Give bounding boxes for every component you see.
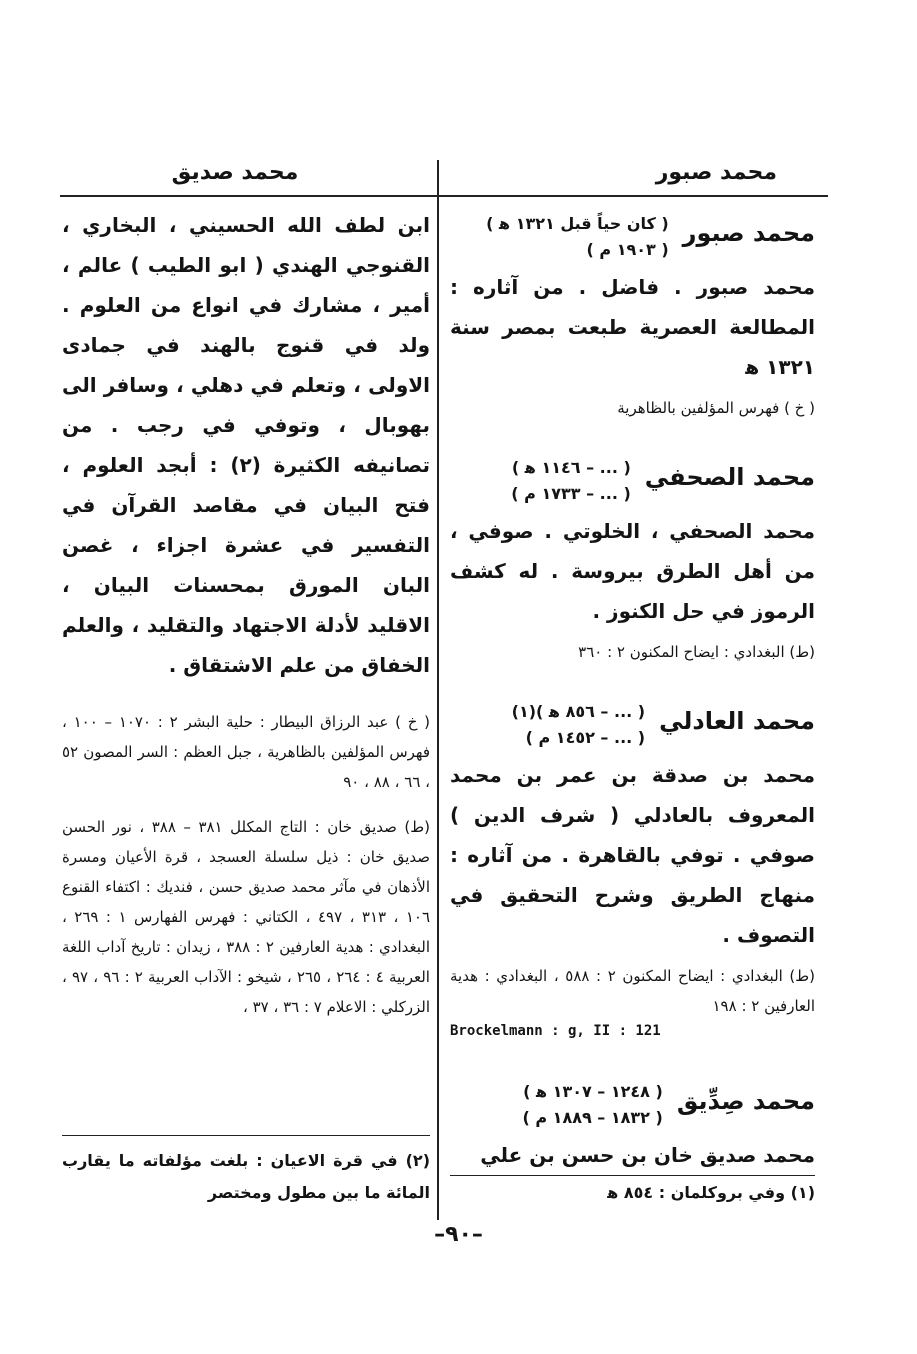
entry-heading — [450, 211, 815, 263]
entry-dates — [511, 455, 631, 507]
header-rule — [60, 195, 828, 197]
footnote-right: (١) وفي بروكلمان : ٨٥٤ ﻫ — [607, 1183, 815, 1202]
spacer — [450, 667, 815, 693]
date-hijri: ( كان حياً قبل ١٣٢١ ﻫ ) — [486, 214, 669, 233]
entry-heading — [450, 455, 815, 507]
entry-dates — [512, 699, 646, 751]
entry-dates — [486, 211, 669, 263]
entry-name: محمد العادلي — [659, 707, 815, 735]
date-gregorian: ( ١٩٠٣ م ) — [586, 240, 669, 259]
latin-source: Brockelmann : g, II : 121 — [450, 1023, 661, 1039]
running-head-right: محمد صبور — [655, 160, 777, 185]
entry-name: محمد الصحفي — [644, 463, 815, 491]
entry-source: (ط) البغدادي : ايضاح المكنون ٢ : ٣٦٠ — [578, 643, 815, 661]
date-hijri: ( ١٢٤٨ – ١٣٠٧ ﻫ ) — [523, 1082, 663, 1101]
spacer — [450, 423, 815, 449]
entry-body: محمد بن صدقة بن عمر بن محمد المعروف بالعادلي ( شرف الدين ) صوفي . توفي بالقاهرة . من آثاره : منهاج الطريق وشرح التحقيق في التصوف . — [450, 763, 815, 947]
column-divider — [437, 160, 439, 1220]
entry-source: (ط) صديق خان : التاج المكلل ٣٨١ – ٣٨٨ ، نور الحسن صديق خان : ذيل سلسلة العسجد ، قرة الأعيان ومسرة الأذهان في مآثر محمد صديق حسن ، فنديك : اكتفاء القنوع ١٠٦ ، ٣١٣ ، ٤٩٧ ، الكتاني : فهرس الفهارس ١ : ٢٦٩ ، البغدادي : هدية العارفين ٢ : ٣٨٨ ، زيدان : تاريخ آداب اللغة العربية ٤ : ٢٦٤ ، ٢٦٥ ، شيخو : الآداب العربية ٢ : ٩٦ ، ٩٧ ، الزركلي : الاعلام ٧ : ٣٦ ، ٣٧ ، — [62, 818, 431, 1016]
spacer — [450, 1039, 815, 1073]
entry-heading — [450, 1079, 815, 1131]
entry-heading — [450, 699, 815, 751]
left-column — [62, 205, 430, 1037]
entry-source: ( خ ) عبد الرزاق البيطار : حلية البشر ٢ : ١٠٧٠ – ١٠٠ ، فهرس المؤلفين بالظاهرية ، جبل العظم : السر المصون ٥٢ ، ٦٦ ، ٨٨ ، ٩٠ — [62, 713, 431, 791]
date-gregorian: ( ... – ١٤٥٢ م ) — [525, 728, 646, 747]
footnote-rule — [450, 1175, 815, 1176]
footnote-left: (٢) في قرة الاعيان : بلغت مؤلفاته ما يقارب المائة ما بين مطول ومختصر — [62, 1151, 430, 1202]
date-gregorian: ( ... – ١٧٣٣ م ) — [511, 484, 631, 503]
entry-dates — [522, 1079, 662, 1131]
right-column — [450, 205, 815, 1175]
date-gregorian: ( ١٨٣٢ – ١٨٨٩ م ) — [522, 1108, 663, 1127]
footnote-rule — [62, 1135, 430, 1136]
page-number: –٩٠– — [434, 1222, 483, 1247]
entry-source: ( خ ) فهرس المؤلفين بالظاهرية — [617, 399, 815, 417]
entry-name: محمد صِدِّيق — [676, 1087, 815, 1115]
entry-body: محمد صبور . فاضل . من آثاره : المطالعة العصرية طبعت بمصر سنة ١٣٢١ ﻫ — [450, 275, 815, 379]
date-hijri: ( ... – ١١٤٦ ﻫ ) — [511, 458, 631, 477]
date-hijri: ( ... – ٨٥٦ ﻫ )(١) — [511, 702, 646, 721]
entry-body-continued: ابن لطف الله الحسيني ، البخاري ، القنوجي الهندي ( ابو الطيب ) عالم ، أمير ، مشارك في انواع من العلوم . ولد في قنوج بالهند في جمادى الاولى ، وتعلم في دهلي ، وسافر الى بهوبال ، وتوفي في رجب . من تصانيفه الكثيرة (٢) : أبجد العلوم ، فتح البيان في مقاصد القرآن في التفسير في عشرة اجزاء ، غصن البان المورق بمحسنات البيان ، الاقليد لأدلة الاجتهاد والتقليد ، والعلم الخفاق من علم الاشتقاق . — [62, 213, 431, 677]
entry-name: محمد صبور — [682, 219, 815, 247]
running-head-left: محمد صديق — [171, 160, 299, 185]
entry-body: محمد الصحفي ، الخلوتي . صوفي ، من أهل الطرق بيروسة . له كشف الرموز في حل الكنوز . — [450, 519, 815, 623]
entry-body: محمد صديق خان بن حسن بن علي — [480, 1143, 815, 1167]
entry-source: (ط) البغدادي : ايضاح المكنون ٢ : ٥٨٨ ، البغدادي : هدية العارفين ٢ : ١٩٨ — [450, 967, 815, 1015]
